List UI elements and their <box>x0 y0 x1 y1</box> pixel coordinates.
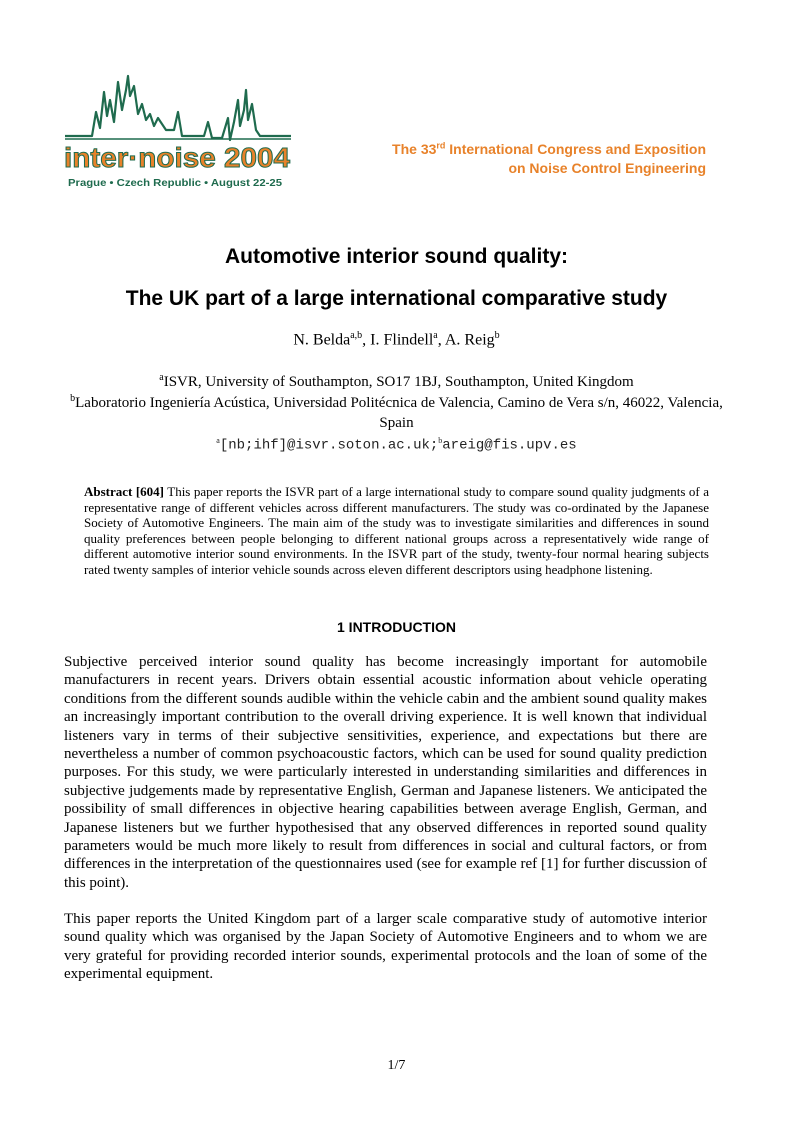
congress-line-2: on Noise Control Engineering <box>508 160 706 176</box>
author-name: A. Reig <box>444 331 495 349</box>
page-number: 1/7 <box>387 1058 406 1073</box>
author-affiliation-mark: a,b <box>350 330 363 341</box>
author-affiliation-mark: b <box>494 330 500 341</box>
body-paragraph: This paper reports the United Kingdom part of a larger scale comparative study of automotive interior sound quality which was organised by the Japan Society of Automotive Engineers and to whom we are very grateful for providing recorded interior sounds, experimental protocols and the loan of some of the experimental equipment. <box>64 911 707 983</box>
body-paragraph: Subjective perceived interior sound quality has become increasingly important for automobile manufacturers in recent years. Drivers obtain essential acoustic information about vehicle operating conditions from the different sounds audible within the vehicle cabin and the ambient sound quality makes an increasingly important contribution to the overall driving experience. It is well known that individual listeners vary in terms of their subjective sensitivities, experience, and expectations but there are nevertheless a number of common psychoacoustic factors, which can be used for sound quality prediction purposes. For this study, we were particularly interested in understanding similarities and differences in subjective judgements made by representative English, German and Japanese listeners. We anticipated the possibility of small differences in objective hearing capabilities between average English, German, and Japanese listeners but we further hypothesised that any observed differences in reported sound quality parameters would be much more likely to result from differences in social and cultural factors, or from differences in the interpretation of the questionnaires used (see for example ref [1] for further discussion of this point). <box>64 654 707 891</box>
abstract-text: This paper reports the ISVR part of a large international study to compare sound quality judgments of a representative range of different vehicles across different manufacturers. The study was co-ordinated by the Japanese Society of Automotive Engineers. The main aim of the study was to investigate similarities and differences in sound quality preferences between people belonging to different national groups across a representatively wide range of different automotive interior sound environments. In the ISVR part of the study, twenty-four normal hearing subjects rated twenty samples of interior vehicle sounds across eleven different descriptors using headphone listening. <box>84 484 709 577</box>
conference-logo <box>62 70 294 192</box>
section-heading: 1 INTRODUCTION <box>337 619 456 635</box>
author-affiliation-mark: a <box>433 330 438 341</box>
logo-tagline: Prague • Czech Republic • August 22-25 <box>68 178 283 189</box>
affiliation-b: $^b$Laboratorio Ingeniería Acústica, Universidad Politécnica de Valencia, Camino de Vera s/n, 46022, Valencia, Spain <box>70 393 723 431</box>
congress-header <box>392 140 706 178</box>
author-list: N. Belda$^{a,b}$, I. Flindell$^a$, A. Reig$^b$ <box>293 330 500 349</box>
prague-skyline-graphic <box>65 76 291 140</box>
author-emails: $^a$[nb;ihf]@isvr.soton.ac.uk;$^b$areig@fis.upv.es <box>216 436 577 454</box>
paper-title-line-2: The UK part of a large international comparative study <box>125 287 668 310</box>
affiliation-a: $^a$ISVR, University of Southampton, SO17 1BJ, Southampton, United Kingdom <box>159 372 634 390</box>
logo-wordmark: inter·noise 2004 <box>64 142 291 173</box>
email-link[interactable]: areig@fis.upv.es <box>442 437 577 454</box>
congress-line-1: The 33rd International Congress and Exposition <box>392 140 706 157</box>
abstract <box>84 484 709 577</box>
author-name: I. Flindell <box>370 331 434 349</box>
abstract-label: Abstract [604] <box>84 484 165 499</box>
author-name: N. Belda <box>293 331 351 349</box>
paper-title-line-1: Automotive interior sound quality: <box>224 245 568 268</box>
email-link[interactable]: [nb;ihf]@isvr.soton.ac.uk; <box>219 437 439 454</box>
